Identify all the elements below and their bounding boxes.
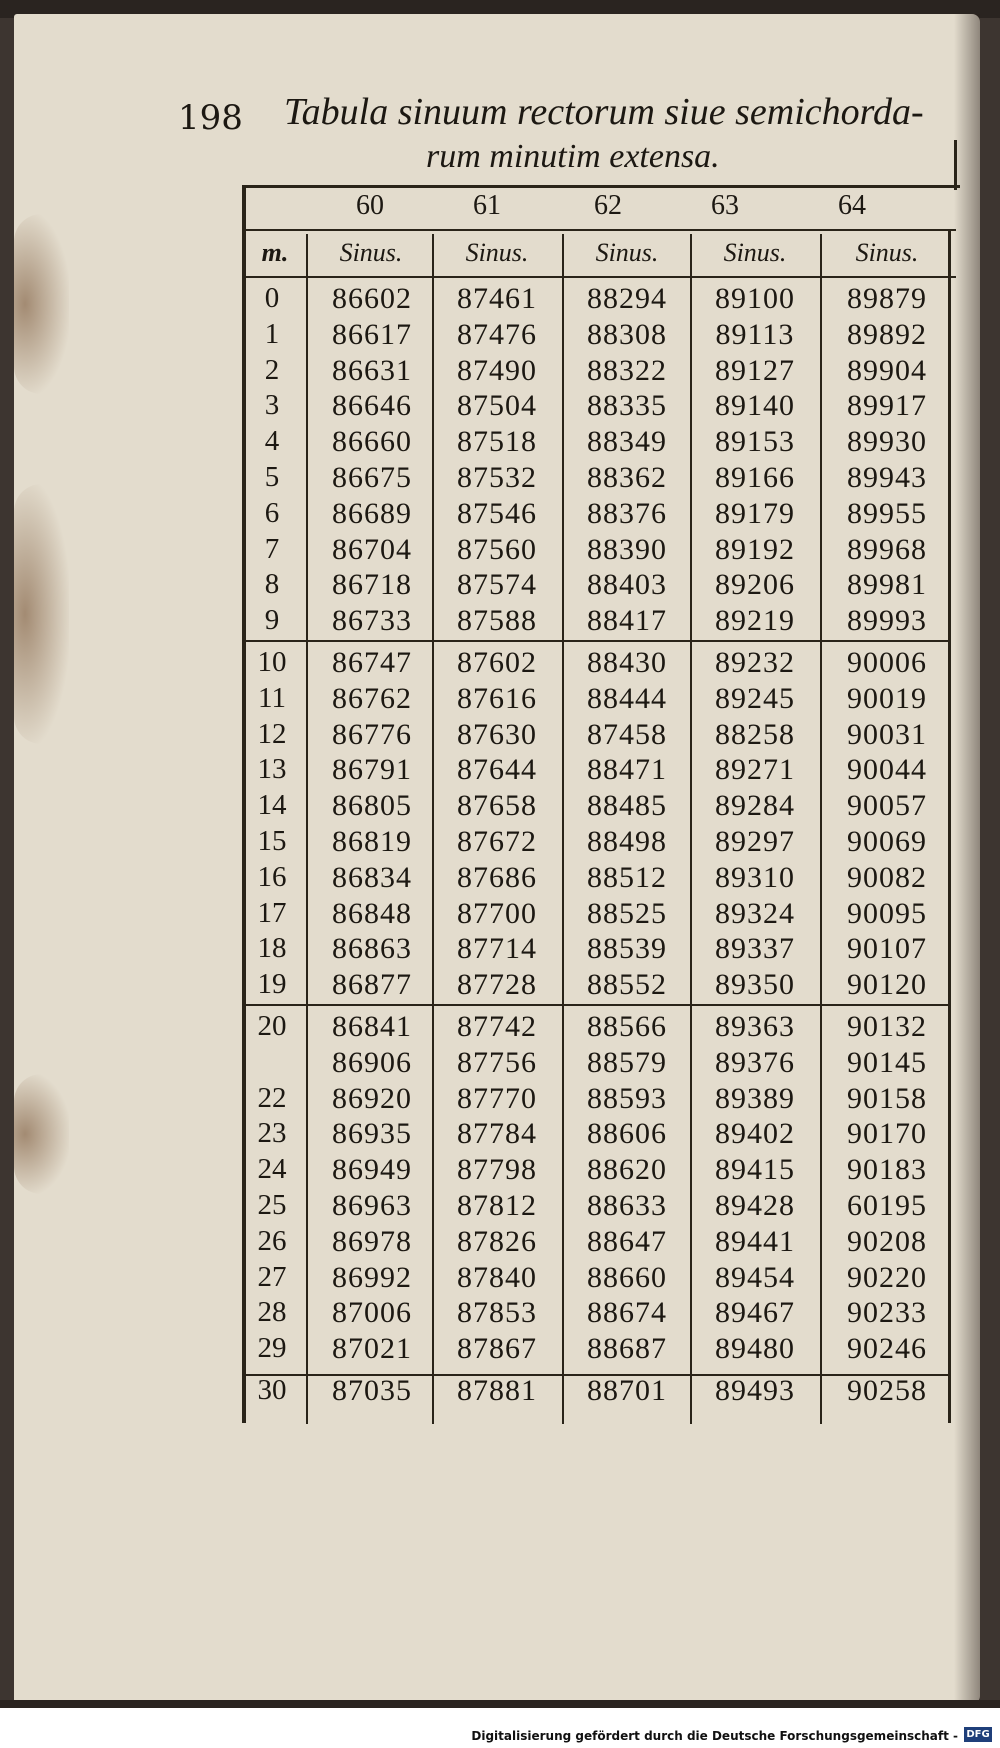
sine-value-cell: 89955 bbox=[847, 496, 927, 530]
sine-value-cell: 89480 bbox=[715, 1332, 795, 1366]
sine-value-cell: 88593 bbox=[587, 1081, 667, 1115]
sine-value-cell: 87602 bbox=[457, 646, 537, 679]
sine-value-cell: 88525 bbox=[587, 896, 667, 930]
sine-value-cell: 86963 bbox=[332, 1189, 412, 1222]
sine-value-cell: 89467 bbox=[715, 1296, 795, 1330]
degree-label: 62 bbox=[594, 190, 622, 221]
sine-value-cell: 86863 bbox=[332, 932, 412, 966]
minute-cell: 30 bbox=[257, 1374, 287, 1406]
sine-value-cell: 88674 bbox=[587, 1296, 667, 1330]
minute-cell: 8 bbox=[264, 568, 280, 601]
sine-value-cell: 87006 bbox=[332, 1296, 412, 1330]
sine-value-cell: 86841 bbox=[332, 1010, 412, 1043]
sine-value-cell: 88471 bbox=[587, 753, 667, 787]
sine-value-cell: 88258 bbox=[715, 717, 795, 751]
minute-cell: 15 bbox=[257, 825, 287, 857]
sine-value-cell: 87826 bbox=[457, 1224, 537, 1258]
sine-value-cell: 86978 bbox=[332, 1224, 412, 1258]
degree-label: 63 bbox=[711, 190, 739, 221]
sine-value-cell: 89140 bbox=[715, 389, 795, 423]
sine-value-cell: 88552 bbox=[587, 968, 667, 1002]
sine-value-cell: 86602 bbox=[332, 282, 412, 315]
sine-value-cell: 89219 bbox=[715, 604, 795, 638]
sine-value-cell: 90057 bbox=[847, 789, 927, 823]
sine-value-cell: 88322 bbox=[587, 353, 667, 387]
sine-value-cell: 90183 bbox=[847, 1153, 927, 1187]
sine-value-cell: 87770 bbox=[457, 1081, 537, 1115]
degree-header-rule bbox=[244, 229, 956, 231]
sine-value-cell: 88430 bbox=[587, 646, 667, 679]
page-stain bbox=[14, 484, 69, 744]
sine-value-cell: 87798 bbox=[457, 1153, 537, 1187]
sine-value-cell: 88647 bbox=[587, 1224, 667, 1258]
sine-value-cell: 86906 bbox=[332, 1045, 412, 1079]
sine-value-cell: 87658 bbox=[457, 789, 537, 823]
degree-label: 61 bbox=[473, 190, 501, 221]
minute-cell: 7 bbox=[264, 532, 280, 565]
sine-value-cell: 88539 bbox=[587, 932, 667, 966]
sine-value-cell: 89166 bbox=[715, 461, 795, 494]
sine-value-cell: 86646 bbox=[332, 389, 412, 423]
sine-value-cell: 89297 bbox=[715, 825, 795, 858]
sine-value-cell: 88390 bbox=[587, 532, 667, 566]
sine-value-cell: 89389 bbox=[715, 1081, 795, 1115]
sine-value-cell: 86689 bbox=[332, 496, 412, 530]
sine-value-cell: 86805 bbox=[332, 789, 412, 823]
sine-value-cell: 89232 bbox=[715, 646, 795, 679]
sine-value-cell: 90006 bbox=[847, 646, 927, 679]
sine-value-cell: 88335 bbox=[587, 389, 667, 423]
table-right-tick bbox=[954, 140, 957, 190]
sine-value-cell: 89192 bbox=[715, 532, 795, 566]
sine-value-cell: 88512 bbox=[587, 860, 667, 894]
sine-value-cell: 89127 bbox=[715, 353, 795, 387]
minute-cell: 27 bbox=[257, 1260, 287, 1293]
sine-value-cell: 90069 bbox=[847, 825, 927, 858]
sine-value-cell: 89415 bbox=[715, 1153, 795, 1187]
minute-cell: 29 bbox=[257, 1332, 287, 1365]
page-gutter-shadow bbox=[954, 14, 980, 1704]
sine-value-cell: 90132 bbox=[847, 1010, 927, 1043]
sine-value-cell: 87784 bbox=[457, 1117, 537, 1151]
sine-value-cell: 88633 bbox=[587, 1189, 667, 1222]
sine-value-cell: 87476 bbox=[457, 317, 537, 351]
sine-value-cell: 90095 bbox=[847, 896, 927, 930]
sinus-header: Sinus. bbox=[595, 238, 659, 267]
sine-value-cell: 90246 bbox=[847, 1332, 927, 1366]
sine-value-cell: 89981 bbox=[847, 568, 927, 602]
sine-value-cell: 60195 bbox=[847, 1189, 927, 1222]
sine-value-cell: 89100 bbox=[715, 282, 795, 315]
sine-value-cell: 89428 bbox=[715, 1189, 795, 1222]
sine-value-cell: 87728 bbox=[457, 968, 537, 1002]
sine-value-cell: 87756 bbox=[457, 1045, 537, 1079]
sine-value-cell: 87574 bbox=[457, 568, 537, 602]
sine-value-cell: 87490 bbox=[457, 353, 537, 387]
sine-value-cell: 87560 bbox=[457, 532, 537, 566]
sine-value-cell: 90158 bbox=[847, 1081, 927, 1115]
funding-notice: Digitalisierung gefördert durch die Deutsche Forschungsgemeinschaft - bbox=[471, 1729, 958, 1743]
sine-value-cell: 87504 bbox=[457, 389, 537, 423]
degree-label: 60 bbox=[356, 190, 384, 221]
sine-value-cell: 88308 bbox=[587, 317, 667, 351]
sine-value-cell: 89968 bbox=[847, 532, 927, 566]
sine-value-cell: 87458 bbox=[587, 717, 667, 751]
sine-value-cell: 86675 bbox=[332, 461, 412, 494]
sinus-header-rule bbox=[244, 276, 956, 278]
sine-value-cell: 88660 bbox=[587, 1260, 667, 1294]
sine-value-cell: 89993 bbox=[847, 604, 927, 638]
table-title-line-2: rum minutim extensa. bbox=[426, 138, 720, 175]
sinus-header: Sinus. bbox=[339, 238, 403, 267]
sine-value-cell: 86992 bbox=[332, 1260, 412, 1294]
sine-value-cell: 88606 bbox=[587, 1117, 667, 1151]
sine-value-cell: 88701 bbox=[587, 1374, 667, 1407]
minute-header: m. bbox=[261, 238, 289, 267]
sine-value-cell: 89113 bbox=[715, 317, 795, 351]
sine-value-cell: 86718 bbox=[332, 568, 412, 602]
sine-value-cell: 88498 bbox=[587, 825, 667, 858]
sine-value-cell: 90120 bbox=[847, 968, 927, 1002]
sine-value-cell: 89206 bbox=[715, 568, 795, 602]
sine-value-cell: 90208 bbox=[847, 1224, 927, 1258]
minute-cell: 18 bbox=[257, 932, 287, 965]
degree-label: 64 bbox=[838, 190, 866, 221]
sine-value-cell: 88294 bbox=[587, 282, 667, 315]
sine-value-cell: 89454 bbox=[715, 1260, 795, 1294]
sine-value-cell: 89310 bbox=[715, 860, 795, 894]
sine-value-cell: 88687 bbox=[587, 1332, 667, 1366]
sine-value-cell: 87700 bbox=[457, 896, 537, 930]
minute-cell: 3 bbox=[264, 389, 280, 422]
sine-value-cell: 88579 bbox=[587, 1045, 667, 1079]
sine-value-cell: 89943 bbox=[847, 461, 927, 494]
sine-value-cell: 89917 bbox=[847, 389, 927, 423]
sine-value-cell: 89376 bbox=[715, 1045, 795, 1079]
minute-cell: 11 bbox=[258, 681, 286, 714]
sine-value-cell: 89324 bbox=[715, 896, 795, 930]
sine-value-cell: 90031 bbox=[847, 717, 927, 751]
sine-value-cell: 86733 bbox=[332, 604, 412, 638]
sine-value-cell: 87021 bbox=[332, 1332, 412, 1366]
column-divider bbox=[306, 234, 308, 1424]
sinus-header: Sinus. bbox=[855, 238, 919, 267]
sine-value-cell: 86834 bbox=[332, 860, 412, 894]
sine-value-cell: 90107 bbox=[847, 932, 927, 966]
dfg-logo: DFG bbox=[964, 1727, 992, 1742]
sine-value-cell: 88417 bbox=[587, 604, 667, 638]
minute-cell: 14 bbox=[257, 789, 287, 822]
minute-cell: 10 bbox=[257, 646, 287, 678]
sine-value-cell: 86762 bbox=[332, 681, 412, 715]
group-divider bbox=[244, 640, 950, 642]
sine-value-cell: 89892 bbox=[847, 317, 927, 351]
sine-value-cell: 86819 bbox=[332, 825, 412, 858]
minute-cell: 17 bbox=[257, 896, 287, 929]
sine-value-cell: 90233 bbox=[847, 1296, 927, 1330]
book-edge-bottom bbox=[0, 1700, 1000, 1708]
sine-value-cell: 88349 bbox=[587, 425, 667, 459]
minute-cell: 2 bbox=[264, 353, 280, 386]
group-divider bbox=[244, 1004, 950, 1006]
sine-value-cell: 86791 bbox=[332, 753, 412, 787]
sine-value-cell: 89493 bbox=[715, 1374, 795, 1407]
minute-cell: 20 bbox=[257, 1010, 287, 1042]
sinus-header: Sinus. bbox=[465, 238, 529, 267]
sinus-header: Sinus. bbox=[723, 238, 787, 267]
sine-value-cell: 88444 bbox=[587, 681, 667, 715]
sine-value-cell: 89153 bbox=[715, 425, 795, 459]
sine-value-cell: 87812 bbox=[457, 1189, 537, 1222]
page-stain bbox=[14, 214, 69, 394]
sine-value-cell: 88620 bbox=[587, 1153, 667, 1187]
table-title-line-1: Tabula sinuum rectorum siue semichorda- bbox=[284, 91, 924, 133]
sine-value-cell: 90145 bbox=[847, 1045, 927, 1079]
sine-value-cell: 87630 bbox=[457, 717, 537, 751]
table-left-border bbox=[242, 185, 246, 1423]
sine-value-cell: 86877 bbox=[332, 968, 412, 1002]
minute-cell: 28 bbox=[257, 1296, 287, 1329]
sine-value-cell: 87461 bbox=[457, 282, 537, 315]
page-number: 198 bbox=[178, 98, 243, 138]
sine-value-cell: 90019 bbox=[847, 681, 927, 715]
page-stain bbox=[14, 1074, 69, 1194]
sine-value-cell: 88485 bbox=[587, 789, 667, 823]
sine-value-cell: 89904 bbox=[847, 353, 927, 387]
sine-value-cell: 87616 bbox=[457, 681, 537, 715]
minute-cell: 0 bbox=[264, 282, 280, 314]
minute-cell: 25 bbox=[257, 1189, 287, 1221]
sine-value-cell: 89402 bbox=[715, 1117, 795, 1151]
minute-cell: 12 bbox=[257, 717, 287, 750]
sine-value-cell: 87840 bbox=[457, 1260, 537, 1294]
minute-cell: 22 bbox=[257, 1081, 287, 1114]
sine-value-cell: 87546 bbox=[457, 496, 537, 530]
sine-value-cell: 88376 bbox=[587, 496, 667, 530]
sine-value-cell: 86631 bbox=[332, 353, 412, 387]
minute-cell: 9 bbox=[264, 604, 280, 637]
sine-value-cell: 89179 bbox=[715, 496, 795, 530]
minute-cell: 26 bbox=[257, 1224, 287, 1257]
sine-value-cell: 89271 bbox=[715, 753, 795, 787]
sine-value-cell: 87881 bbox=[457, 1374, 537, 1407]
sine-value-cell: 87686 bbox=[457, 860, 537, 894]
table-top-rule bbox=[244, 185, 960, 188]
sine-value-cell: 87867 bbox=[457, 1332, 537, 1366]
sine-value-cell: 89337 bbox=[715, 932, 795, 966]
sine-value-cell: 87742 bbox=[457, 1010, 537, 1043]
sine-value-cell: 89441 bbox=[715, 1224, 795, 1258]
sine-value-cell: 88362 bbox=[587, 461, 667, 494]
minute-cell: 5 bbox=[264, 461, 280, 493]
sine-value-cell: 86920 bbox=[332, 1081, 412, 1115]
minute-cell: 1 bbox=[264, 317, 280, 350]
minute-cell: 6 bbox=[264, 496, 280, 529]
sine-value-cell: 89245 bbox=[715, 681, 795, 715]
sine-value-cell: 86776 bbox=[332, 717, 412, 751]
sine-value-cell: 87714 bbox=[457, 932, 537, 966]
minute-cell: 23 bbox=[257, 1117, 287, 1150]
sine-value-cell: 87853 bbox=[457, 1296, 537, 1330]
minute-cell: 4 bbox=[264, 425, 280, 458]
sine-value-cell: 86935 bbox=[332, 1117, 412, 1151]
sine-value-cell: 87644 bbox=[457, 753, 537, 787]
sine-value-cell: 88403 bbox=[587, 568, 667, 602]
minute-cell: 19 bbox=[257, 968, 287, 1001]
sine-value-cell: 90170 bbox=[847, 1117, 927, 1151]
sine-value-cell: 89284 bbox=[715, 789, 795, 823]
sine-value-cell: 86949 bbox=[332, 1153, 412, 1187]
sine-value-cell: 87532 bbox=[457, 461, 537, 494]
sine-value-cell: 89363 bbox=[715, 1010, 795, 1043]
sine-value-cell: 87035 bbox=[332, 1374, 412, 1407]
sine-value-cell: 87588 bbox=[457, 604, 537, 638]
sine-value-cell: 90082 bbox=[847, 860, 927, 894]
sine-value-cell: 86704 bbox=[332, 532, 412, 566]
sine-value-cell: 90220 bbox=[847, 1260, 927, 1294]
sine-value-cell: 90258 bbox=[847, 1374, 927, 1407]
sine-value-cell: 86848 bbox=[332, 896, 412, 930]
sine-value-cell: 89350 bbox=[715, 968, 795, 1002]
minute-cell: 13 bbox=[257, 753, 287, 786]
sine-value-cell: 86660 bbox=[332, 425, 412, 459]
minute-cell: 16 bbox=[257, 860, 287, 893]
sine-value-cell: 86747 bbox=[332, 646, 412, 679]
sine-value-cell: 86617 bbox=[332, 317, 412, 351]
minute-cell: 24 bbox=[257, 1153, 287, 1186]
sine-value-cell: 89930 bbox=[847, 425, 927, 459]
sine-value-cell: 89879 bbox=[847, 282, 927, 315]
sine-value-cell: 90044 bbox=[847, 753, 927, 787]
sine-value-cell: 87518 bbox=[457, 425, 537, 459]
sine-value-cell: 88566 bbox=[587, 1010, 667, 1043]
sine-value-cell: 87672 bbox=[457, 825, 537, 858]
